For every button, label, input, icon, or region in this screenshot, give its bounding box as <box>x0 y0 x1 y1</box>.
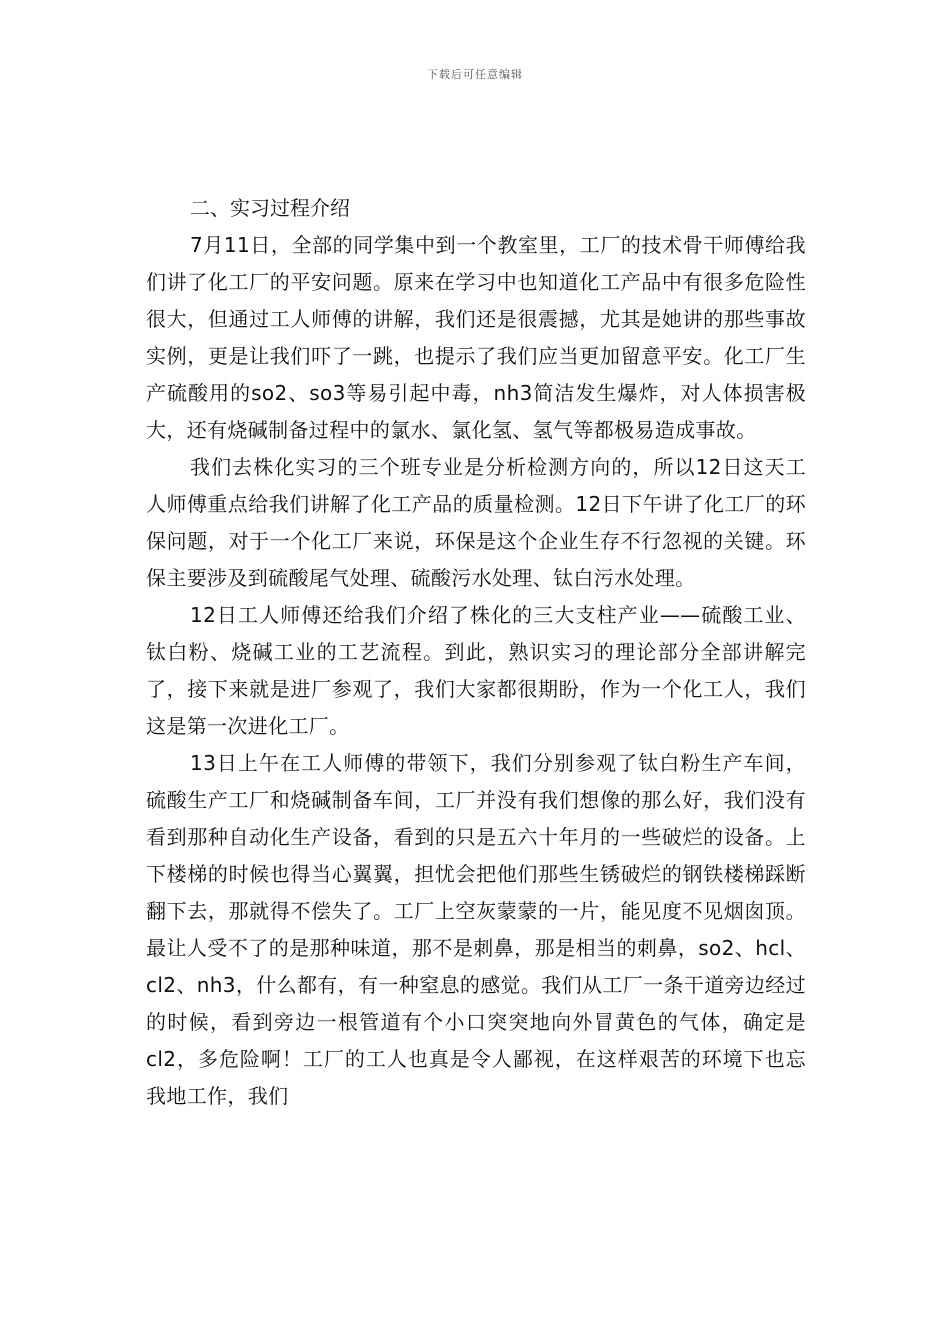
document-body <box>146 190 806 1115</box>
page-header: 下载后可任意编辑 <box>427 68 523 81</box>
section-title: 二、实习过程介绍 <box>190 196 350 220</box>
paragraph-2: 我们去株化实习的三个班专业是分析检测方向的，所以12日这天工人师傅重点给我们讲解了化工产品的质量检测。12日下午讲了化工厂的环保问题，对于一个化工厂来说，环保是这个企业生存不行忽视的关键。环保主要涉及到硫酸尾气处理、硫酸污水处理、钛白污水处理。 <box>146 455 806 590</box>
paragraph-1: 7月11日，全部的同学集中到一个教室里，工厂的技术骨干师傅给我们讲了化工厂的平安问题。原来在学习中也知道化工产品中有很多危险性很大，但通过工人师傅的讲解，我们还是很震撼，尤其是她讲的那些事故实例，更是让我们吓了一跳，也提示了我们应当更加留意平安。化工厂生产硫酸用的so2、so3等易引起中毒，nh3简洁发生爆炸，对人体损害极大，还有烧碱制备过程中的氯水、氯化氢、氢气等都极易造成事故。 <box>146 233 806 442</box>
paragraph-4: 13日上午在工人师傅的带领下，我们分别参观了钛白粉生产车间，硫酸生产工厂和烧碱制备车间，工厂并没有我们想像的那么好，我们没有看到那种自动化生产设备，看到的只是五六十年月的一些破烂的设备。上下楼梯的时候也得当心翼翼，担忧会把他们那些生锈破烂的钢铁楼梯踩断翻下去，那就得不偿失了。工厂上空灰蒙蒙的一片，能见度不见烟囱顶。最让人受不了的是那种味道，那不是刺鼻，那是相当的刺鼻，so2、hcl、cl2、nh3，什么都有，有一种窒息的感觉。我们从工厂一条干道旁边经过的时候，看到旁边一根管道有个小口突突地向外冒黄色的气体，确定是cl2，多危险啊！工厂的工人也真是令人鄙视，在这样艰苦的环境下也忘我地工作，我们 <box>146 751 806 1108</box>
paragraph-3: 12日工人师傅还给我们介绍了株化的三大支柱产业——硫酸工业、钛白粉、烧碱工业的工艺流程。到此，熟识实习的理论部分全部讲解完了，接下来就是进厂参观了，我们大家都很期盼，作为一个化工人，我们这是第一次进化工厂。 <box>146 603 806 738</box>
